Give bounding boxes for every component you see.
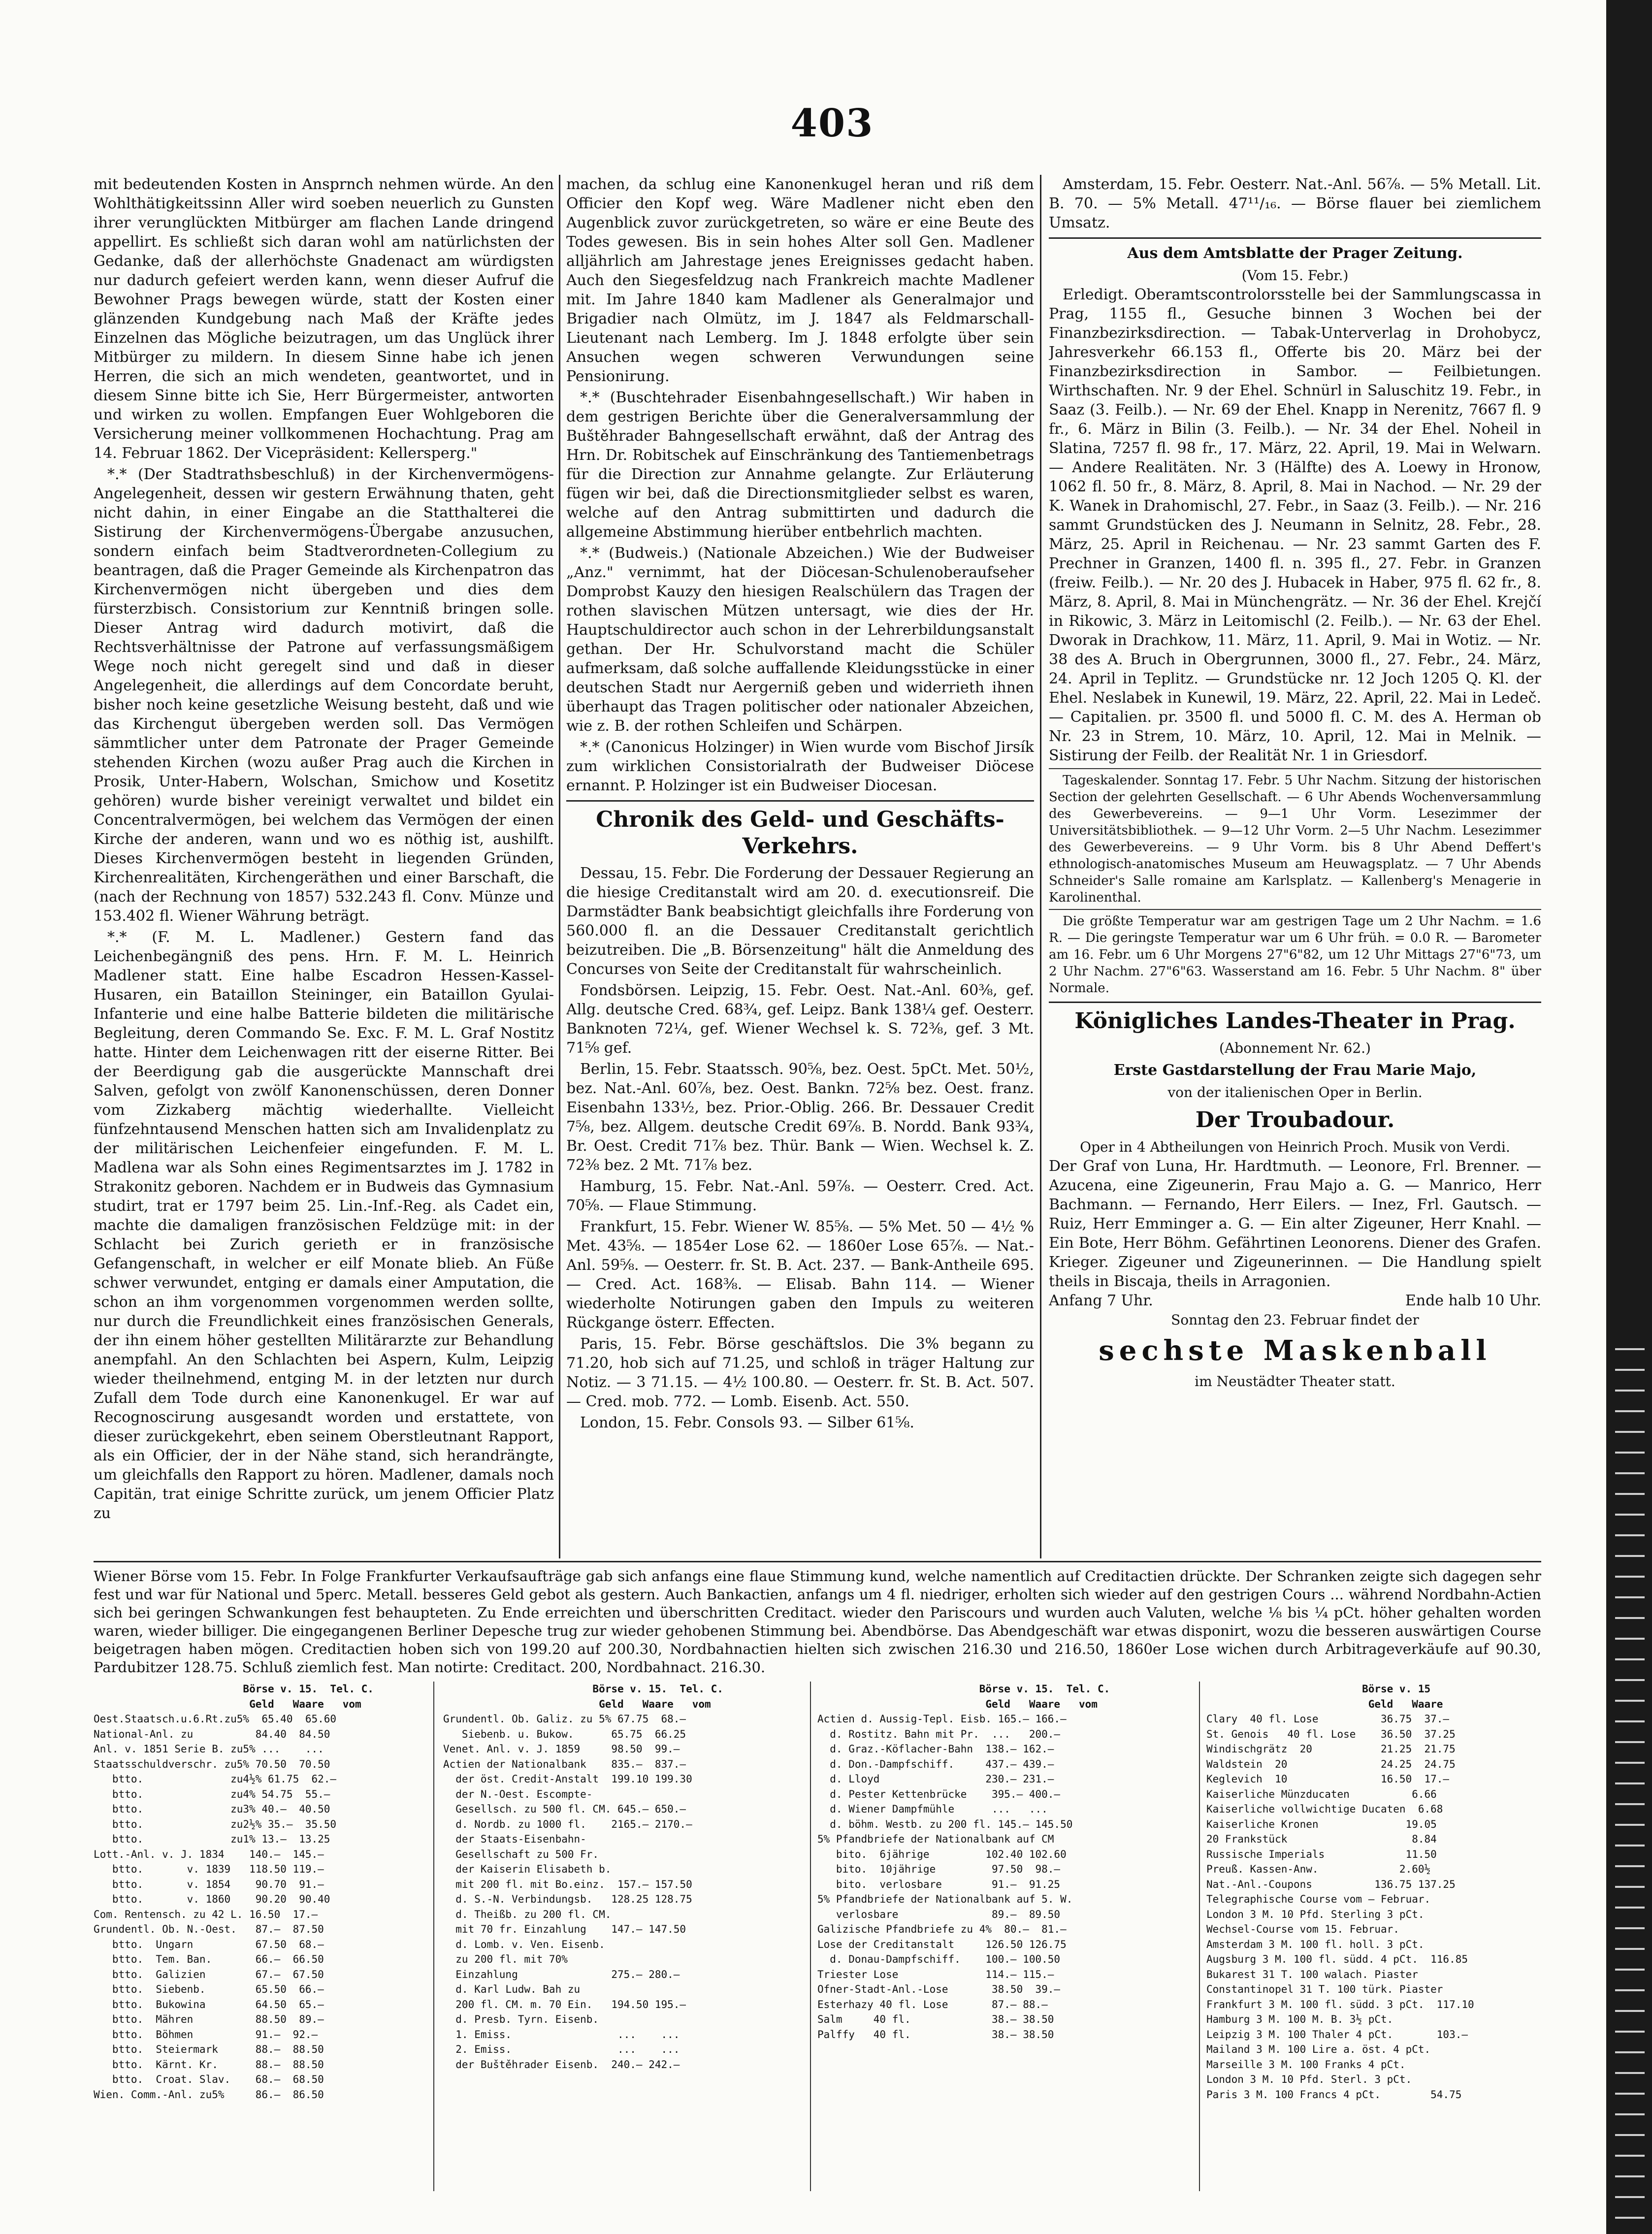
chronik-paragraph: Fondsbörsen. Leipzig, 15. Febr. Oest. Nat.-Anl. 60⅜, gef. Allg. deutsche Cred. 68¾, gef. Leipz. Bank 138¼ gef. Oesterr. Banknoten 72¼, gef. Wiener Wechsel k. S. 72⅜, gef. 3 Mt. 71⅝ gef. — [566, 982, 1034, 1057]
table-row: d. Nordb. zu 1000 fl. 2165.— 2170.— — [443, 1818, 692, 1830]
table-row: btto. v. 1860 90.20 90.40 — [94, 1893, 330, 1905]
article-paragraph: mit bedeutenden Kosten in Ansprnch nehmen würde. An den Wohlthätigkeitssinn Aller wird soeben neuerlich zu Gunsten ihrer verunglückten Mitbürger am flachen Lande dringend appellirt. Es schließt sich daran wohl am natürlichsten der Gedanke, daß der allerhöchste Gnadenact am würdigsten nur dadurch gefeiert werden kann, wenn dieser Aufruf die Bewohner Prags bewegen würde, statt der Kosten einer glänzenden Kundgebung nach Maß der Kräfte jedes Einzelnen das Mögliche beizutragen, um das Unglück ihrer Mitbürger zu mildern. In diesem Sinne habe ich jenen Herren, die sich an mich wendeten, geantwortet, und in diesem Sinne bitte ich Sie, Herr Bürgermeister, antworten und wirken zu wollen. Empfangen Euer Wohlgeboren die Versicherung meiner vollkommenen Hochachtung. Prag am 14. Februar 1862. Der Vicepräsident: Kellersperg." — [94, 176, 554, 462]
table-row: Triester Lose 114.— 115.— — [817, 1968, 1054, 1980]
table-divider — [810, 1682, 811, 2191]
theater-abonnement: (Abonnement Nr. 62.) — [1219, 1040, 1371, 1056]
table-row: verlosbare 89.— 89.50 — [817, 1908, 1061, 1920]
table-row: der Kaiserin Elisabeth b. — [443, 1863, 612, 1875]
table-row: Waldstein 20 24.25 24.75 — [1206, 1758, 1456, 1770]
chronik-paragraph: Hamburg, 15. Febr. Nat.-Anl. 59⅞. — Oesterr. Cred. Act. 70⅝. — Flaue Stimmung. — [566, 1178, 1034, 1214]
table-row: d. Graz.-Köflacher-Bahn 138.— 162.— — [817, 1743, 1054, 1755]
table-row: Kaiserliche vollwichtige Ducaten 6.68 — [1206, 1803, 1443, 1815]
section-divider — [94, 1561, 1541, 1562]
table-row: Clary 40 fl. Lose 36.75 37.— — [1206, 1713, 1450, 1725]
article-paragraph: *.* (Der Stadtrathsbeschluß) in der Kirchenvermögens-Angelegenheit, dessen wir gestern Erwähnung thaten, geht nicht dahin, in einer Eingabe an die Statthalterei die Sistirung der Kirchenvermögens-Übergabe anzusuchen, sondern einfach beim Stadtverordneten-Collegium zu beantragen, daß die Prager Gemeinde als Kirchenpatron das Kirchenvermögen nicht übergeben und dies dem fürsterzbisch. Consistorium zur Kenntniß bringen solle. Dieser Antrag wird dadurch motivirt, daß die Rechtsverhältnisse der Patrone auf verfassungsmäßigem Wege noch nicht geregelt sind und daß in dieser Angelegenheit, die allerdings auf dem Concordate beruht, bisher noch keine gesetzliche Weisung besteht, daß und wie das Kirchengut übergeben werden soll. Das Vermögen sämmtlicher unter dem Patronate der Prager Gemeinde stehenden Kirchen (wozu außer Prag auch die Kirchen in Prosik, Unter-Habern, Wolschan, Smichow und Kosetitz gehören) wurde bisher vereinigt verwaltet und bildet ein Concentralvermögen, bei welchem das Vermögen der einen Kirche der anderen, wann und wo es nöthig ist, aushilft. Dieses Kirchenvermögen besteht in liegenden Gründen, Kirchenrealitäten, Kirchengeräthen und einer Barschaft, die (nach der Rechnung von 1857) 532.243 fl. Conv. Münze und 153.402 fl. Wiener Währung beträgt. — [94, 466, 554, 925]
section-divider — [566, 800, 1034, 802]
table-row: 5% Pfandbriefe der Nationalbank auf 5. W. — [817, 1893, 1073, 1905]
theater-title: Königliches Landes-Theater in Prag. — [1074, 1008, 1516, 1034]
table-row: Hamburg 3 M. 100 M. B. 3½ pCt. — [1206, 2013, 1393, 2025]
table-row: Palffy 40 fl. 38.— 38.50 — [817, 2028, 1054, 2040]
chronik-paragraph: Paris, 15. Febr. Börse geschäftslos. Die 3% begann zu 71.20, hob sich auf 71.25, und schloß in träger Haltung zur Notiz. — 3 71.15. — 4½ 100.80. — Oesterr. fr. St. B. Act. 507. — Cred. mob. 772. — Lomb. Eisenb. Act. 550. — [566, 1335, 1034, 1410]
section-divider — [1049, 237, 1541, 239]
table-row: Ofner-Stadt-Anl.-Lose 38.50 39.— — [817, 1983, 1061, 1995]
quotes-table — [443, 1682, 803, 2072]
table-row: Marseille 3 M. 100 Franks 4 pCt. — [1206, 2058, 1406, 2071]
table-row: der Buštěhrader Eisenb. 240.— 242.— — [443, 2058, 680, 2071]
announcement-venue: im Neustädter Theater statt. — [1195, 1373, 1395, 1390]
table-row: zu 200 fl. mit 70% — [443, 1953, 568, 1965]
quotes-table — [1206, 1682, 1541, 2102]
announcement-sunday: Sonntag den 23. Februar findet der — [1171, 1312, 1419, 1328]
table-row: der öst. Credit-Anstalt 199.10 199.30 — [443, 1773, 692, 1785]
table-row: btto. Galizien 67.— 67.50 — [94, 1968, 324, 1980]
quotes-table — [817, 1682, 1192, 2042]
table-row: Windischgrätz 20 21.25 21.75 — [1206, 1743, 1456, 1755]
amtsblatt-title: Aus dem Amtsblatte der Prager Zeitung. — [1127, 245, 1463, 262]
amsterdam-report: Amsterdam, 15. Febr. Oesterr. Nat.-Anl. 56⅞. — 5% Metall. Lit. B. 70. — 5% Metall. 47¹¹/₁₆. — Börse flauer bei ziemlichem Umsatz. — [1049, 176, 1541, 231]
boerse-tables — [94, 1682, 1541, 2191]
article-paragraph: *.* (F. M. L. Madlener.) Gestern fand das Leichenbegängniß des pens. Hrn. F. M. L. Heinrich Madlener statt. Eine halbe Escadron Hessen-Kassel-Husaren, ein Bataillon Steininger, ein Bataillon Gyulai-Infanterie und eine halbe Batterie bildeten die militärische Begleitung, deren Commando Se. Exc. F. M. L. Graf Nostitz hatte. Hinter dem Leichenwagen ritt der eiserne Ritter. Bei der Beerdigung gab die ausgerückte Mannschaft drei Salven, gefolgt von zwölf Kanonenschüssen, deren Donner vom Zizkaberg mächtig wiederhallte. Vielleicht fünfzehntausend Menschen hatten sich am Invalidenplatz zu der militärischen Leichenfeier eingefunden. F. M. L. Madlena war als Sohn eines Regimentsarztes im J. 1782 in Strakonitz geboren. Nachdem er in Budweis das Gymnasium studirt, trat er 1797 beim 25. Lin.-Inf.-Reg. als Cadet ein, machte die damaligen französischen Feldzüge mit: in der Schlacht bei Zurich gerieth er in französische Gefangenschaft, in welcher er eilf Monate blieb. An Füße schwer verwundet, entging er damals einer Amputation, die schon an ihm vorgenommen vorgenommen werden sollte, nur durch die Freundlichkeit eines französischen Generals, der ihn einem höher gestellten Militärarzte zur Behandlung anempfahl. An den Schlachten bei Aspern, Kulm, Leipzig wieder theilnehmend, entging M. in der letzten nur durch Zufall dem Tode durch eine Kanonenkugel. Er war auf Recognoscirung ausgesandt worden und erstattete, von dieser zurückgekehrt, eben seinem Oberstleutnant Rapport, als ein Officier, der in der Nähe stand, sich herandrängte, um gleichfalls den Rapport zu hören. Madlener, damals noch Capitän, trat einige Schritte zurück, um jenem Officier Platz zu — [94, 929, 554, 1522]
table-row: National-Anl. zu 84.40 84.50 — [94, 1728, 330, 1740]
amtsblatt-text: Erledigt. Oberamtscontrolorsstelle bei der Sammlungscassa in Prag, 1155 fl., Gesuche binnen 3 Wochen bei der Finanzbezirksdirection. — Tabak-Unterverlag in Drohobycz, Jahresverkehr 66.153 fl., Offerte bis 20. März bei der Finanzbezirksdirection in Sambor. — Feilbietungen. Wirthschaften. Nr. 9 der Ehel. Schnürl in Saluschitz 19. Febr., in Saaz (3. Feilb.). — Nr. 69 der Ehel. Knapp in Nerenitz, 7667 fl. 9 fr., 6. März in Bilin (3. Feilb.). — Nr. 34 der Ehel. Noheil in Slatina, 7257 fl. 98 fr., 17. März, 22. April, 19. Mai in Welwarn. — Andere Realitäten. Nr. 3 (Hälfte) des A. Loewy in Hronow, 1062 fl. 50 fr., 8. März, 8. April, 8. Mai in Nachod. — Nr. 29 der K. Wanek in Drahomischl, 27. Febr., in Saaz (3. Feilb.). — Nr. 216 sammt Grundstücken des J. Neumann in Selnitz, 28. Febr., 28. März, 25. April in Reichenau. — Nr. 23 sammt Garten des F. Prechner in Granzen, 1400 fl. n. 395 fl., 27. Febr. in Granzen (freiw. Feilb.). — Nr. 20 des J. Hubacek in Haber, 975 fl. 62 fr., 8. März, 8. April, 8. Mai in Münchengrätz. — Nr. 36 der Ehel. Krejčí in Rikowic, 3. März in Leitomischl (2. Feilb.). — Nr. 63 der Ehel. Dworak in Drachkow, 11. März, 11. April, 9. Mai in Wotiz. — Nr. 38 des A. Bruch in Obergrunnen, 3000 fl., 27. Febr., 24. März, 24. April in Teplitz. — Grundstücke nr. 12 Joch 1205 Q. Kl. der Ehel. Neslabek in Kunewil, 19. März, 22. April, 22. Mai in Ledeč. — Capitalien. pr. 3500 fl. und 5000 fl. C. M. des A. Herman ob Nr. 23 in Strem, 10. März, 10. April, 12. Mai in Melnik. — Sistirung der Feilb. der Realität Nr. 1 in Griesdorf. — [1049, 286, 1541, 764]
table-row: Lose der Creditanstalt 126.50 126.75 — [817, 1938, 1067, 1950]
table-row: Kaiserliche Kronen 19.05 — [1206, 1818, 1437, 1830]
table-row: btto. zu2½% 35.— 35.50 — [94, 1818, 337, 1830]
table-row: btto. Croat. Slav. 68.— 68.50 — [94, 2073, 324, 2085]
table-row: Nat.-Anl.-Coupons 136.75 137.25 — [1206, 1878, 1456, 1890]
table-row: Grundentl. Ob. Galiz. zu 5% 67.75 68.— — [443, 1713, 686, 1725]
section-divider — [1049, 1002, 1541, 1003]
table-row: bito. 10jährige 97.50 98.— — [817, 1863, 1061, 1875]
table-row: Wechsel-Course vom 15. Februar. — [1206, 1923, 1399, 1935]
table-row: btto. v. 1854 90.70 91.— — [94, 1878, 324, 1890]
scan-ruler — [1615, 1329, 1645, 2234]
end-time: Ende halb 10 Uhr. — [1405, 1292, 1541, 1309]
table-row: Salm 40 fl. 38.— 38.50 — [817, 2013, 1054, 2025]
page-number: 403 — [790, 101, 874, 146]
table-row: Bukarest 31 T. 100 walach. Piaster — [1206, 1968, 1418, 1980]
table-row: Lott.-Anl. v. J. 1834 140.— 145.— — [94, 1848, 324, 1860]
weather-report: Die größte Temperatur war am gestrigen Tage um 2 Uhr Nachm. = 1.6 R. — Die geringste Temperatur war um 6 Uhr früh. = 0.0 R. — Barometer am 16. Febr. um 6 Uhr Morgens 27"6"82, um 12 Uhr Mittags 27"6"73, um 2 Uhr Nachm. 27"6"63. Wasserstand am 16. Febr. 5 Uhr Nachm. 8" über Normale. — [1049, 914, 1541, 996]
table-row: bito. 6jährige 102.40 102.60 — [817, 1848, 1067, 1860]
table-row: Augsburg 3 M. 100 fl. südd. 4 pCt. 116.85 — [1206, 1953, 1468, 1965]
table-row: Actien d. Aussig-Tepl. Eisb. 165.— 166.— — [817, 1713, 1067, 1725]
table-row: bito. verlosbare 91.— 91.25 — [817, 1878, 1061, 1890]
chronik-paragraph: London, 15. Febr. Consols 93. — Silber 61⅝. — [580, 1414, 914, 1431]
table-row: Telegraphische Course vom — Februar. — [1206, 1893, 1431, 1905]
table-row: d. Don.-Dampfschiff. 437.— 439.— — [817, 1758, 1054, 1770]
article-paragraph: *.* (Canonicus Holzinger) in Wien wurde vom Bischof Jirsík zum wirklichen Consistorialrath der Budweiser Diöcese ernannt. P. Holzinger ist ein Budweiser Diocesan. — [566, 739, 1034, 794]
table-row: d. böhm. Westb. zu 200 fl. 145.— 145.50 — [817, 1818, 1073, 1830]
boerse-section — [94, 1561, 1541, 2191]
table-row: Com. Rentensch. zu 42 L. 16.50 17.— — [94, 1908, 318, 1920]
table-row: d. Donau-Dampfschiff. 100.— 100.50 — [817, 1953, 1061, 1965]
column-2 — [566, 175, 1034, 1561]
table-divider — [433, 1682, 434, 2191]
table-row: btto. zu4% 54.75 55.— — [94, 1788, 330, 1800]
table-divider — [1199, 1682, 1200, 2191]
table-row: btto. Böhmen 91.— 92.— — [94, 2028, 318, 2040]
table-row: Russische Imperials 11.50 — [1206, 1848, 1437, 1860]
theater-times — [1049, 1291, 1541, 1310]
section-divider — [1049, 909, 1541, 910]
table-row: btto. Bukowina 64.50 65.— — [94, 1998, 324, 2010]
table-row: mit 200 fl. mit Bo.einz. 157.— 157.50 — [443, 1878, 692, 1890]
chronik-heading: Chronik des Geld- und Geschäfts-Verkehrs. — [596, 807, 1004, 859]
table-header: Börse v. 15. Tel. C. Geld Waare vom — [592, 1683, 723, 1710]
theater-guest-origin: von der italienischen Oper in Berlin. — [1167, 1084, 1423, 1101]
table-row: Grundentl. Ob. N.-Oest. 87.— 87.50 — [94, 1923, 324, 1935]
table-row: btto. Steiermark 88.— 88.50 — [94, 2043, 324, 2055]
start-time: Anfang 7 Uhr. — [1049, 1292, 1153, 1309]
table-header: Börse v. 15. Tel. C. Geld Waare vom — [243, 1683, 374, 1710]
boerse-report: Wiener Börse vom 15. Febr. In Folge Frankfurter Verkaufsaufträge gab sich anfangs eine flaue Stimmung kund, welche namentlich auf Creditactien drückte. Der Schranken zeigte sich dagegen sehr fest und war für National und 5perc. Metall. besseres Geld gebot als gestern. Auch Bankactien, anfangs um 4 fl. niedriger, erholten sich wieder auf den gestrigen Cours ... während Nordbahn-Actien sich bei geringen Schwankungen fest behaupteten. Zu Ende erreichten und überschritten Creditact. wieder den Pariscours und wurden auch Valuten, welche ⅛ bis ¼ pCt. höher gehalten worden waren, wieder billiger. Die eingegangenen Berliner Depesche trug zur wieder gehobenen Stimmung bei. Abendbörse. Das Abendgeschäft war etwas disponirt, wozu die besseren auswärtigen Course beigetragen haben mögen. Creditactien hoben sich von 199.20 auf 200.30, Nordbahnactien hielten sich zwischen 216.30 und 216.50, 1860er Lose wichen durch Arbitrageverkäufe auf 90.30, Pardubitzer 128.75. Schluß ziemlich fest. Man notirte: Creditact. 200, Nordbahnact. 216.30. — [94, 1568, 1541, 1676]
theater-guest: Erste Gastdarstellung der Frau Marie Majo, — [1113, 1062, 1477, 1079]
table-row: d. Theißb. zu 200 fl. CM. — [443, 1908, 612, 1920]
table-row: btto. Kärnt. Kr. 88.— 88.50 — [94, 2058, 324, 2071]
theater-play: Der Troubadour. — [1195, 1107, 1395, 1133]
table-row: St. Genois 40 fl. Lose 36.50 37.25 — [1206, 1728, 1456, 1740]
table-row: Anl. v. 1851 Serie B. zu5% ... ... — [94, 1743, 324, 1755]
table-row: Paris 3 M. 100 Francs 4 pCt. 54.75 — [1206, 2088, 1462, 2101]
table-row: Kaiserliche Münzducaten 6.66 — [1206, 1788, 1437, 1800]
table-row: 200 fl. CM. m. 70 Ein. 194.50 195.— — [443, 1998, 686, 2010]
table-row: Siebenb. u. Bukow. 65.75 66.25 — [443, 1728, 686, 1740]
table-row: Gesellschaft zu 500 Fr. — [443, 1848, 599, 1860]
table-row: Esterhazy 40 fl. Lose 87.— 88.— — [817, 1998, 1048, 2010]
table-row: d. Rostitz. Bahn mit Pr. ... 200.— — [817, 1728, 1061, 1740]
table-row: d. Pester Kettenbrücke 395.— 400.— — [817, 1788, 1061, 1800]
theater-cast: Der Graf von Luna, Hr. Hardtmuth. — Leonore, Frl. Brenner. — Azucena, eine Zigeunerin, Frau Majo a. G. — Manrico, Herr Bachmann. — Fernando, Herr Eilers. — Inez, Frl. Gautsch. — Ruiz, Herr Emminger a. G. — Ein alter Zigeuner, Herr Knahl. — Ein Bote, Herr Böhm. Gefährtinen Leonorens. Diener des Grafen. Krieger. Zigeuner und Zigeunerinnen. — Die Handlung spielt theils in Biscaja, theils in Arragonien. — [1049, 1158, 1541, 1290]
table-row: London 3 M. 10 Pfd. Sterl. 3 pCt. — [1206, 2073, 1412, 2085]
table-row: btto. zu4½% 61.75 62.— — [94, 1773, 337, 1785]
table-row: btto. Ungarn 67.50 68.— — [94, 1938, 324, 1950]
table-row: der Staats-Eisenbahn- — [443, 1833, 586, 1845]
table-row: London 3 M. 10 Pfd. Sterling 3 pCt. — [1206, 1908, 1425, 1920]
table-row: Constantinopel 31 T. 100 türk. Piaster — [1206, 1983, 1443, 1995]
table-row: btto. zu1% 13.— 13.25 — [94, 1833, 330, 1845]
article-paragraph: *.* (Budweis.) (Nationale Abzeichen.) Wie der Budweiser „Anz." vernimmt, hat der Diöcesan-Schulenoberaufseher Domprobst Kauzy den hiesigen Realschülern das Tragen der rothen slavischen Mützen untersagt, wie dies der Hr. Hauptschuldirector auch schon in der Lehrerbildungsanstalt gethan. Der Hr. Schulvorstand macht die Schüler aufmerksam, daß solche auffallende Kleidungsstücke in einer deutschen Stadt nur Aergerniß geben und widerrieth ihnen überhaupt das Tragen politischer oder nationaler Abzeichen, wie z. B. der rothen Schleifen und Schärpen. — [566, 545, 1034, 735]
table-row: Galizische Pfandbriefe zu 4% 80.— 81.— — [817, 1923, 1067, 1935]
table-row: btto. v. 1839 118.50 119.— — [94, 1863, 324, 1875]
table-row: d. Lloyd 230.— 231.— — [817, 1773, 1054, 1785]
column-divider — [559, 175, 560, 1558]
table-row: d. S.-N. Verbindungsb. 128.25 128.75 — [443, 1893, 692, 1905]
table-row: 5% Pfandbriefe der Nationalbank auf CM — [817, 1833, 1054, 1845]
table-row: Amsterdam 3 M. 100 fl. holl. 3 pCt. — [1206, 1938, 1425, 1950]
table-row: btto. Mähren 88.50 89.— — [94, 2013, 324, 2025]
table-row: Gesellsch. zu 500 fl. CM. 645.— 650.— — [443, 1803, 686, 1815]
table-row: btto. Siebenb. 65.50 66.— — [94, 1983, 324, 1995]
table-row: 1. Emiss. ... ... — [443, 2028, 680, 2040]
table-row: Preuß. Kassen-Anw. 2.60½ — [1206, 1863, 1431, 1875]
table-row: d. Presb. Tyrn. Eisenb. — [443, 2013, 599, 2025]
article-paragraph: machen, da schlug eine Kanonenkugel heran und riß dem Officier den Kopf weg. Wäre Madlener nicht eben den Augenblick zuvor zurückgetreten, so wäre er eine Beute des Todes gewesen. Bis in sein hohes Alter soll Gen. Madlener alljährlich am Jahrestage jenes Ereignisses gedacht haben. Auch den Siegesfeldzug nach Frankreich machte Madlener mit. Im Jahre 1840 kam Madlener als Generalmajor und Brigadier nach Olmütz, im J. 1847 als Feldmarschall-Lieutenant nach Lemberg. Im J. 1848 erfolgte über sein Ansuchen wegen schweren Verwundungen seine Pensionirung. — [566, 176, 1034, 385]
table-row: btto. Tem. Ban. 66.— 66.50 — [94, 1953, 324, 1965]
amtsblatt-date: (Vom 15. Febr.) — [1241, 267, 1349, 284]
quotes-table — [94, 1682, 419, 2102]
maskenball-title: sechste Maskenball — [1099, 1334, 1491, 1367]
table-row: Wien. Comm.-Anl. zu5% 86.— 86.50 — [94, 2088, 324, 2101]
table-row: 2. Emiss. ... ... — [443, 2043, 680, 2055]
table-row: Leipzig 3 M. 100 Thaler 4 pCt. 103.— — [1206, 2028, 1468, 2040]
column-1 — [94, 175, 554, 1561]
table-row: Actien der Nationalbank 835.— 837.— — [443, 1758, 686, 1770]
column-divider — [1040, 175, 1041, 1558]
chronik-paragraph: Berlin, 15. Febr. Staatssch. 90⅝, bez. Oest. 5pCt. Met. 50½, bez. Nat.-Anl. 60⅞, bez. Oest. Bankn. 72⅝ bez. Oest. franz. Eisenbahn 133½, bez. Prior.-Oblig. 266. Br. Dessauer Credit 7⅝, bez. Allgem. deutsche Credit 69⅞. B. Nordd. Bank 93¾, Br. Oest. Credit 71⅞ bez. Thür. Bank — Wien. Wechsel k. Z. 72⅜ bez. 2 Mt. 71⅞ bez. — [566, 1061, 1034, 1174]
table-row: d. Wiener Dampfmühle ... ... — [817, 1803, 1048, 1815]
table-header: Börse v. 15. Tel. C. Geld Waare vom — [979, 1683, 1110, 1710]
theater-opera-info: Oper in 4 Abtheilungen von Heinrich Proch. Musik von Verdi. — [1080, 1139, 1510, 1155]
table-row: btto. zu3% 40.— 40.50 — [94, 1803, 330, 1815]
section-divider — [1049, 768, 1541, 769]
article-paragraph: *.* (Buschtehrader Eisenbahngesellschaft.) Wir haben in dem gestrigen Berichte über die Generalversammlung der Buštěhrader Bahngesellschaft erwähnt, daß der Antrag des Hrn. Dr. Robitschek auf Einschränkung des Tantiemenbetrags für die Direction zur Annahme gelangte. Zur Erläuterung fügen wir bei, daß die Directionsmitglieder selbst es waren, welche auf den Antrag submittirten und dadurch die allgemeine Abstimmung hierüber entbehrlich machten. — [566, 389, 1034, 541]
table-row: Einzahlung 275.— 280.— — [443, 1968, 680, 1980]
chronik-paragraph: Dessau, 15. Febr. Die Forderung der Dessauer Regierung an die hiesige Creditanstalt wird am 20. d. executionsreif. Die Darmstädter Bank beabsichtigt gleichfalls ihre Forderung von 560.000 fl. an die Dessauer Creditanstalt gerichtlich beizutreiben. Die „B. Börsenzeitung" hält die Anmeldung des Concurses von Seite der Creditanstalt für wahrscheinlich. — [566, 865, 1034, 978]
table-row: 20 Frankstück 8.84 — [1206, 1833, 1437, 1845]
table-row: Mailand 3 M. 100 Lire a. öst. 4 pCt. — [1206, 2043, 1431, 2055]
column-3 — [1049, 175, 1541, 1561]
table-header: Börse v. 15 Geld Waare — [1362, 1683, 1443, 1710]
table-row: Frankfurt 3 M. 100 fl. südd. 3 pCt. 117.10 — [1206, 1998, 1474, 2010]
table-row: Oest.Staatsch.u.6.Rt.zu5% 65.40 65.60 — [94, 1713, 337, 1725]
table-row: der N.-Oest. Escompte- — [443, 1788, 593, 1800]
table-row: Venet. Anl. v. J. 1859 98.50 99.— — [443, 1743, 680, 1755]
table-row: mit 70 fr. Einzahlung 147.— 147.50 — [443, 1923, 686, 1935]
tageskalender: Tageskalender. Sonntag 17. Febr. 5 Uhr Nachm. Sitzung der historischen Section der gelehrten Gesellschaft. — 6 Uhr Abends Wochenversammlung des Gewerbevereins. — 9—1 Uhr Vorm. Lesezimmer der Universitätsbibliothek. — 9—12 Uhr Vorm. 2—5 Uhr Nachm. Lesezimmer des Gewerbevereins. — 9 Uhr Vorm. bis 8 Uhr Abend Deffert's ethnologisch-anatomisches Museum am Heuwagsplatz. — 7 Uhr Abends Schneider's Salle romaine am Karlsplatz. — Kallenberg's Menagerie in Karolinenthal. — [1049, 773, 1541, 905]
table-row: Staatsschuldverschr. zu5% 70.50 70.50 — [94, 1758, 330, 1770]
chronik-paragraph: Frankfurt, 15. Febr. Wiener W. 85⅝. — 5% Met. 50 — 4½ % Met. 43⅝. — 1854er Lose 62. — 1860er Lose 65⅞. — Nat.-Anl. 59⅝. — Oesterr. fr. St. B. Act. 237. — Bank-Antheile 695. — Cred. Act. 168⅜. — Elisab. Bahn 114. — Wiener wiederholte Notirungen gaben den Impuls zu weiteren Rückgange österr. Effecten. — [566, 1218, 1034, 1331]
table-row: Keglevich 10 16.50 17.— — [1206, 1773, 1450, 1785]
table-row: d. Lomb. v. Ven. Eisenb. — [443, 1938, 605, 1950]
table-row: d. Karl Ludw. Bah zu — [443, 1983, 581, 1995]
